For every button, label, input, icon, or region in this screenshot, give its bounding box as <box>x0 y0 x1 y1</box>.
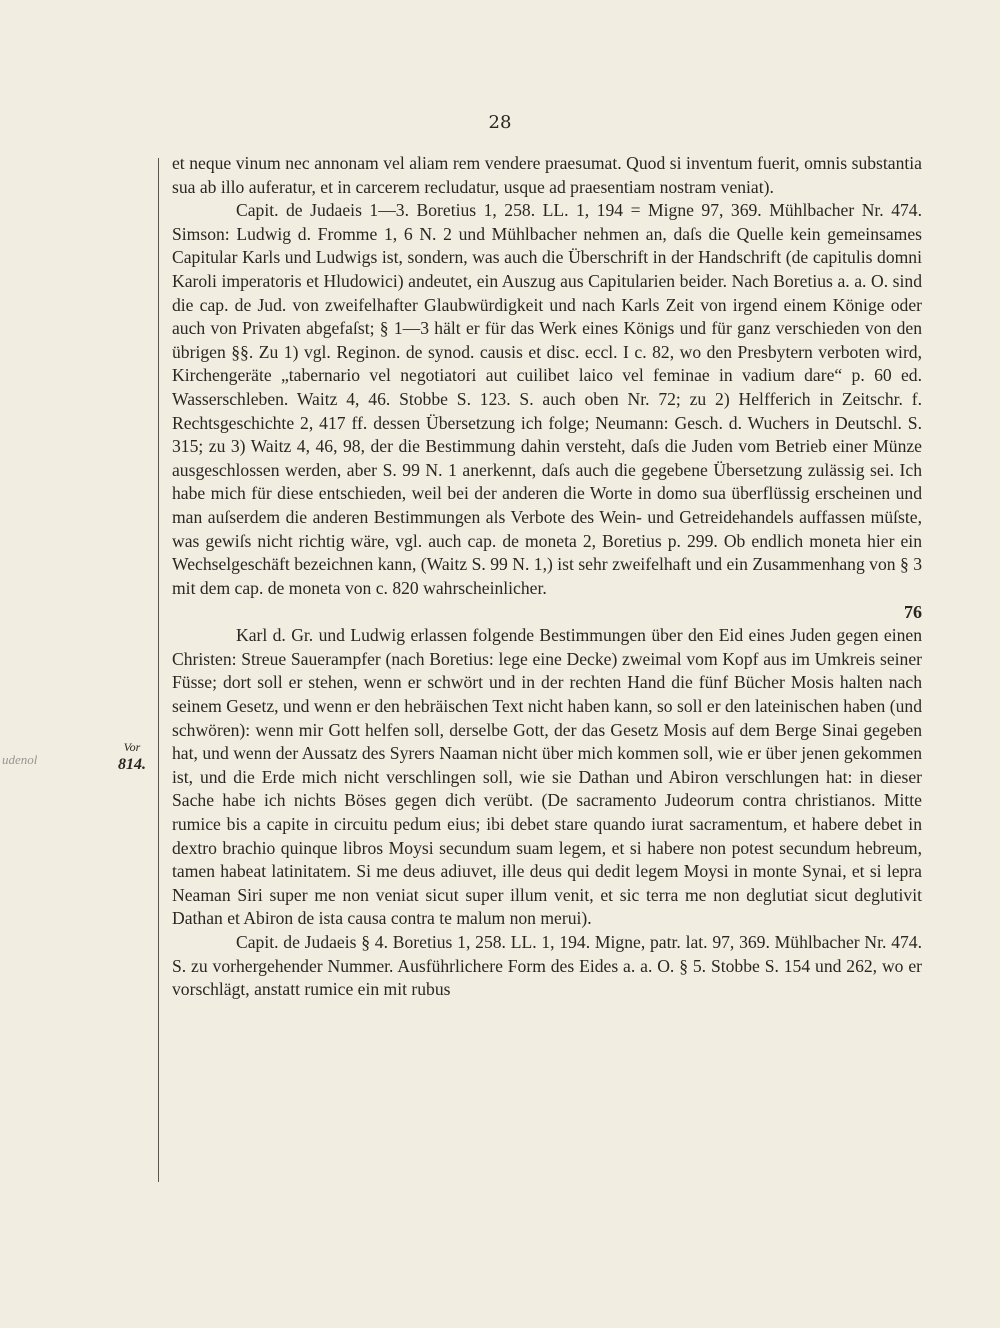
paragraph-continuation: et neque vinum nec annonam vel aliam rem vendere praesumat. Quod si inventum fuerit, omnis substantia sua ab illo auferatur, et in carcerem recludatur, usque ad praesentiam nostram veniat). <box>172 153 922 197</box>
page-number: 28 <box>488 112 512 133</box>
paragraph-commentary: Capit. de Judaeis 1—3. Boretius 1, 258. LL. 1, 194 = Migne 97, 369. Mühlbacher Nr. 474. Simson: Ludwig d. Fromme 1, 6 N. 2 und Mühlbacher nehmen an, daſs die Quelle kein gemeinsames Capitular Karls und Ludwigs ist, sondern, was auch die Überschrift in der Handschrift (de capitulis domni Karoli imperatoris et Hludowici) andeutet, ein Auszug aus Capitularien beider. Nach Boretius a. a. O. sind die cap. de Jud. von zweifelhafter Glaubwürdigkeit und nach Karls Zeit von irgend einem Könige oder auch von Privaten abgefaſst; § 1—3 hält er für das Werk eines Königs und für ganz verschieden von den übrigen §§. Zu 1) vgl. Reginon. de synod. causis et disc. eccl. I c. 82, wo den Presbytern verboten wird, Kirchengeräte „tabernario vel negotiatori aut cuilibet laico vel feminae in vadium dare“ p. 60 ed. Wasserschleben. Waitz 4, 46. Stobbe S. 123. S. auch oben Nr. 72; zu 2) Helfferich in Zeitschr. f. Rechtsgeschichte 2, 417 ff. dessen Übersetzung ich folge; Neumann: Gesch. d. Wuchers in Deutschl. S. 315; zu 3) Waitz 4, 46, 98, der die Bestimmung dahin versteht, daſs die Juden vom Betrieb einer Münze ausgeschlossen werden, aber S. 99 N. 1 anerkennt, daſs auch die gegebene Übersetzung zulässig sei. Ich habe mich für diese entschieden, weil bei der anderen die Worte in domo sua überflüssig erscheinen und man auſserdem die anderen Bestimmungen als Verbote des Wein- und Getreidehandels auffassen müſste, was gewiſs nicht richtig wäre, vgl. auch cap. de moneta 2, Boretius p. 299. Ob endlich moneta hier ein Wechselgeschäft bezeichnen kann, (Waitz S. 99 N. 1,) ist sehr zweifelhaft und ein Zusammenhang von § 3 mit dem cap. de moneta von c. 820 wahrscheinlicher. <box>172 200 922 598</box>
margin-note-year: 814. <box>118 756 146 773</box>
pencil-annotation: udenol <box>2 752 38 767</box>
margin-note-label: Vor <box>123 740 141 754</box>
margin-rule <box>158 158 159 1182</box>
body-text <box>172 152 922 1002</box>
paragraph-entry: Karl d. Gr. und Ludwig erlassen folgende Bestimmungen über den Eid eines Juden gegen einen Christen: Streue Sauerampfer (nach Boretius: lege eine Decke) zweimal vom Kopf aus im Umkreis seiner Füsse; dort soll er stehen, wenn er schwört und in der rechten Hand die fünf Bücher Mosis halten nach seinem Gesetz, und wenn er den hebräischen Text nicht haben kann, so soll er den lateinischen haben (und schwören): wenn mir Gott helfen soll, derselbe Gott, der das Gesetz Mosis auf dem Berge Sinai gegeben hat, und wenn der Aussatz des Syrers Naaman nicht über mich kommen soll, wie er über jenen gekommen ist, und die Erde mich nicht verschlingen soll, wie sie Dathan und Abiron verschlungen hat: in dieser Sache habe ich nichts Böses gegen dich verübt. (De sacramento Judeorum contra christianos. Mitte rumice bis a capite in circuitu pedum eius; ibi debet stare quando iurat sacramentum, et habere debet in dextro brachio quinque libros Moysi secundum suam legem, et si habere non potest secundum hebreum, tamen habeat latinitatem. Si me deus adiuvet, ille deus qui dedit legem Moysi in monte Synai, et si lepra Neaman Siri super me non veniat sicut super illum venit, et sic terra me non deglutiat sicut deglutivit Dathan et Abiron de ista causa contra te malum non merui). <box>172 625 922 929</box>
paragraph-commentary-2: Capit. de Judaeis § 4. Boretius 1, 258. LL. 1, 194. Migne, patr. lat. 97, 369. Mühlbacher Nr. 474. S. zu vorhergehender Nummer. Ausführlichere Form des Eides a. a. O. § 5. Stobbe S. 154 und 262, wo er vorschlägt, anstatt rumice ein mit rubus <box>172 932 922 1000</box>
margin-note <box>112 738 152 774</box>
entry-number: 76 <box>904 602 922 623</box>
